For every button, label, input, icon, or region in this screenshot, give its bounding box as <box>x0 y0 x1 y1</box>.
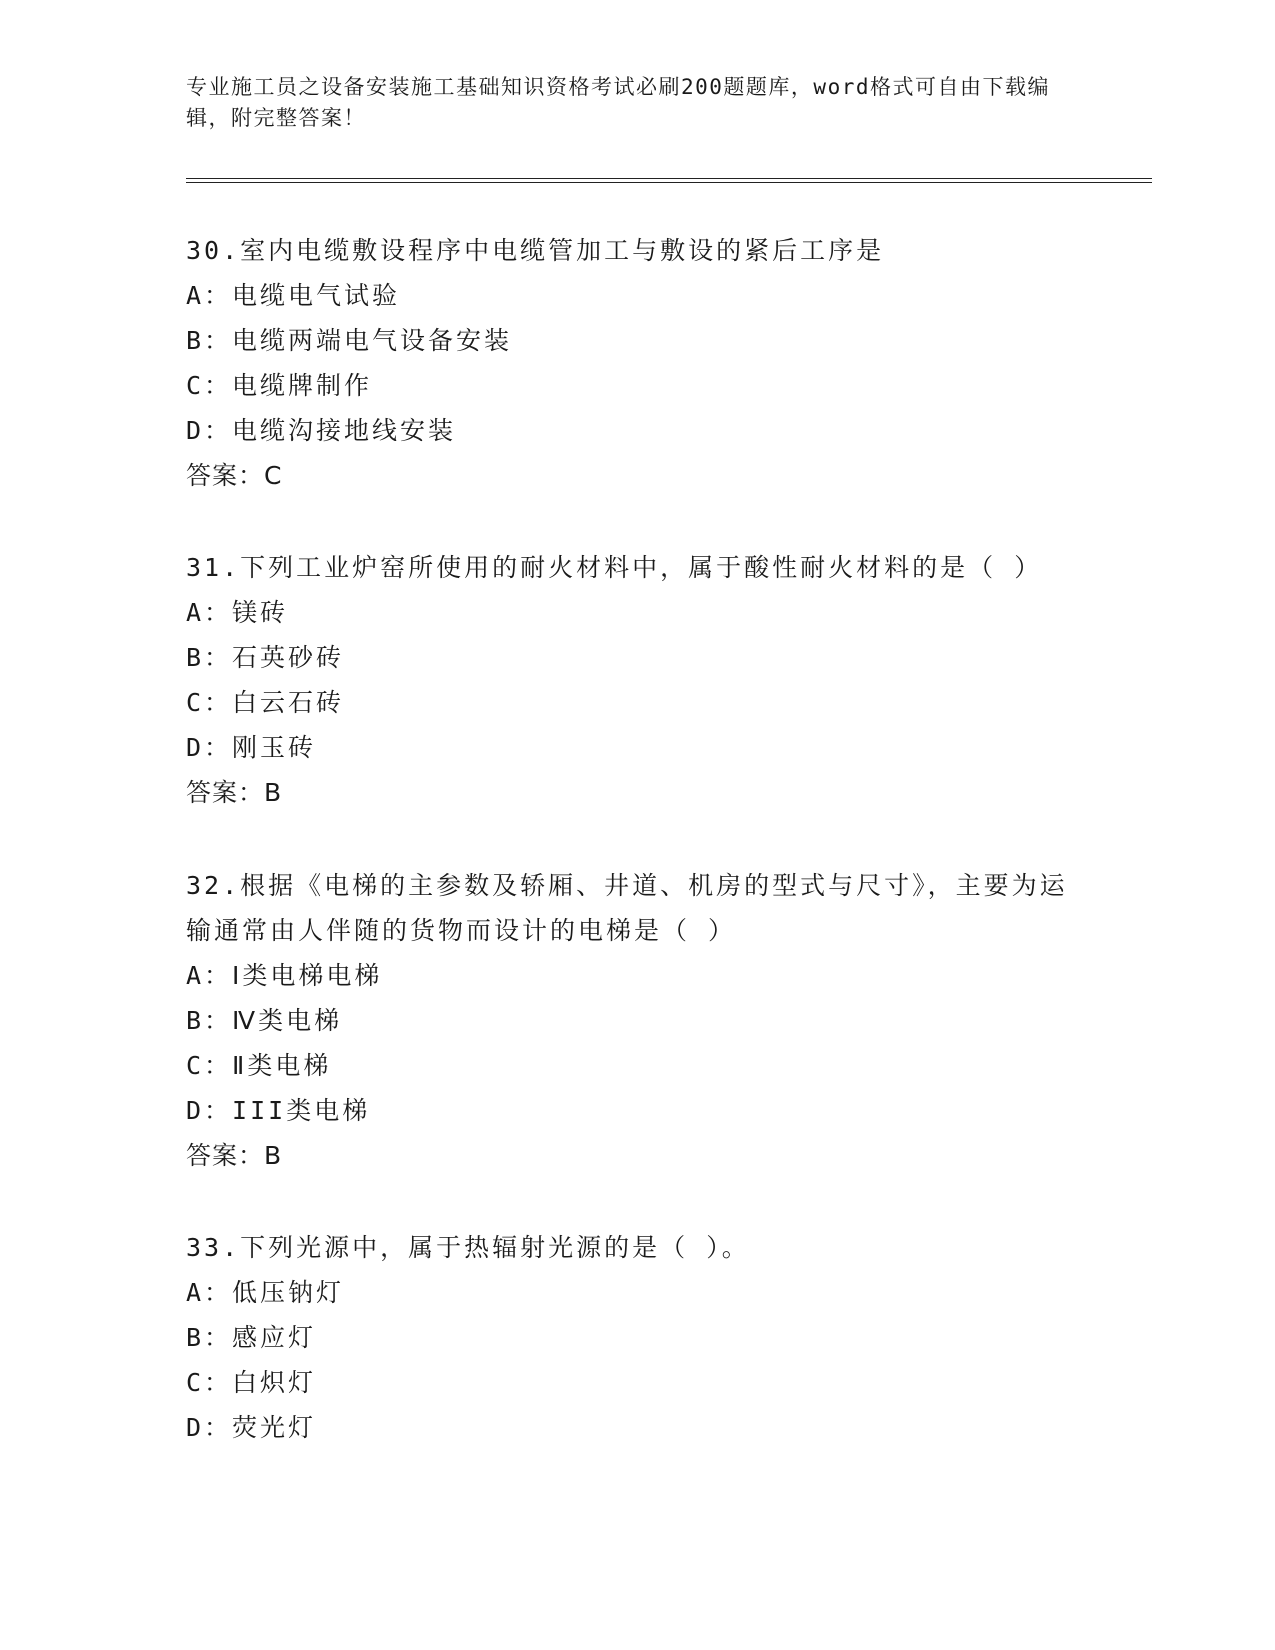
question-stem: 31.下列工业炉窑所使用的耐火材料中，属于酸性耐火材料的是（ ） <box>186 553 1043 582</box>
question-stem: 32.根据《电梯的主参数及轿厢、井道、机房的型式与尺寸》，主要为运输通常由人伴随的货物而设计的电梯是（ ） <box>186 871 1068 945</box>
question-33 <box>186 1225 1086 1450</box>
document-header: 专业施工员之设备安装施工基础知识资格考试必刷200题题库，word格式可自由下载编辑，附完整答案！ <box>186 75 1050 130</box>
question-stem: 33.下列光源中，属于热辐射光源的是（ ）。 <box>186 1233 750 1262</box>
header-divider-bottom <box>186 182 1152 183</box>
header-divider-top <box>186 178 1152 179</box>
option-a: A：低压钠灯 <box>186 1278 345 1307</box>
option-a: A：电缆电气试验 <box>186 281 401 310</box>
option-a: A：Ⅰ类电梯电梯 <box>186 961 383 990</box>
option-c: C：Ⅱ类电梯 <box>186 1051 332 1080</box>
answer: 答案：B <box>186 778 283 807</box>
option-b: B：感应灯 <box>186 1323 317 1352</box>
option-b: B：石英砂砖 <box>186 643 345 672</box>
option-c: C：白炽灯 <box>186 1368 317 1397</box>
option-a: A：镁砖 <box>186 598 289 627</box>
option-b: B：Ⅳ类电梯 <box>186 1006 343 1035</box>
option-b: B：电缆两端电气设备安装 <box>186 326 513 355</box>
answer: 答案：C <box>186 461 283 490</box>
question-30 <box>186 228 1086 499</box>
question-31 <box>186 545 1086 816</box>
question-32 <box>186 863 1086 1179</box>
option-d: D：荧光灯 <box>186 1413 317 1442</box>
option-c: C：电缆牌制作 <box>186 371 373 400</box>
answer: 答案：B <box>186 1141 283 1170</box>
option-d: D：刚玉砖 <box>186 733 317 762</box>
option-c: C：白云石砖 <box>186 688 345 717</box>
option-d: D：电缆沟接地线安装 <box>186 416 457 445</box>
question-stem: 30.室内电缆敷设程序中电缆管加工与敷设的紧后工序是 <box>186 236 885 265</box>
option-d: D：III类电梯 <box>186 1096 371 1125</box>
